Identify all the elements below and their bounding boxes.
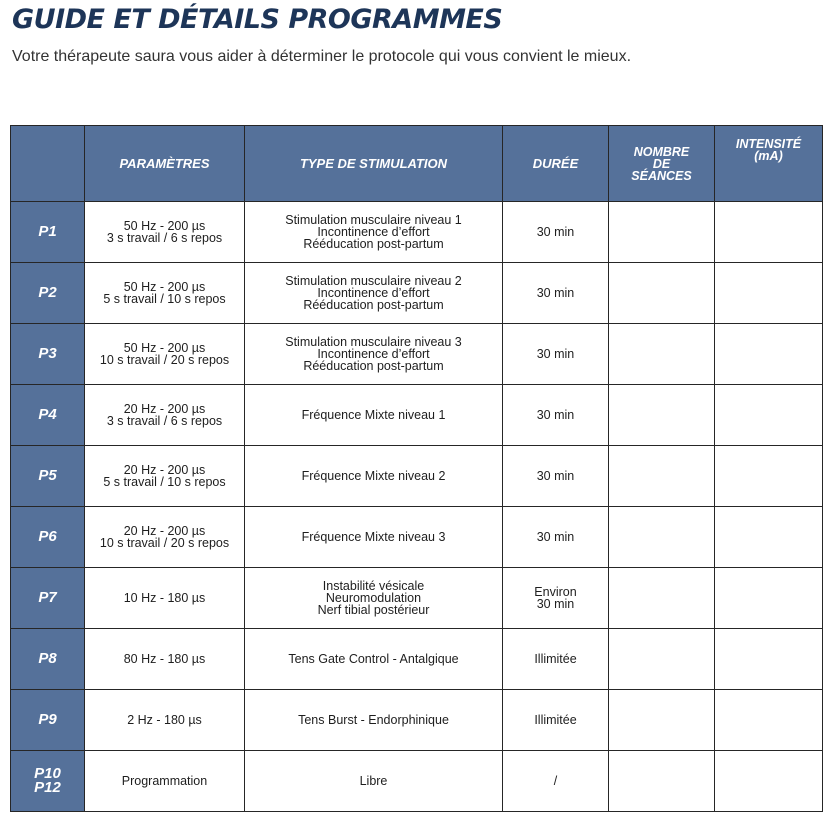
duree-cell-line: 30 min [536, 286, 575, 300]
type-stimulation-cell-line: Stimulation musculaire niveau 1 [285, 213, 462, 227]
nombre-seances-cell [609, 263, 715, 324]
program-cell [11, 263, 85, 324]
parametres-cell-line: 2 Hz - 180 µs [127, 713, 202, 727]
nombre-seances-cell [609, 446, 715, 507]
program-cell-line: P9 [38, 711, 57, 728]
type-stimulation-cell [245, 751, 503, 812]
intensite-cell [715, 385, 823, 446]
parametres-cell-line: Programmation [121, 774, 208, 788]
type-stimulation-cell [245, 629, 503, 690]
parametres-cell-line: 10 s travail / 20 s repos [99, 353, 230, 367]
type-stimulation-cell-line: Fréquence Mixte niveau 1 [301, 408, 446, 422]
duree-cell-line: Illimitée [534, 652, 577, 666]
duree-cell-line: Environ [534, 585, 577, 599]
programs-table [10, 125, 823, 812]
parametres-cell-line: 80 Hz - 180 µs [123, 652, 206, 666]
nombre-seances-cell [609, 690, 715, 751]
parametres-cell [85, 629, 245, 690]
duree-cell [503, 507, 609, 568]
type-stimulation-cell [245, 202, 503, 263]
table-row [11, 629, 823, 690]
type-stimulation-cell [245, 690, 503, 751]
intensite-cell [715, 751, 823, 812]
type-stimulation-cell-line: Stimulation musculaire niveau 2 [285, 274, 462, 288]
duree-cell-line: 30 min [536, 408, 575, 422]
intensite-cell [715, 324, 823, 385]
duree-cell-line: / [553, 774, 558, 788]
program-cell-line: P5 [38, 467, 57, 484]
program-cell [11, 568, 85, 629]
table-body [11, 202, 823, 812]
program-cell-line: P8 [38, 650, 57, 667]
page-title: GUIDE ET DÉTAILS PROGRAMMES [12, 4, 503, 35]
nombre-seances-cell [609, 385, 715, 446]
type-stimulation-cell-line: Incontinence d’effort [317, 347, 430, 361]
parametres-cell-line: 20 Hz - 200 µs [123, 463, 206, 477]
program-cell [11, 629, 85, 690]
duree-cell-line: 30 min [536, 530, 575, 544]
parametres-cell [85, 446, 245, 507]
table-header-row [11, 126, 823, 202]
type-stimulation-cell-line: Rééducation post-partum [303, 359, 444, 373]
header-parametres: PARAMÈTRES [85, 126, 245, 202]
type-stimulation-cell-line: Instabilité vésicale [322, 579, 425, 593]
type-stimulation-cell-line: Rééducation post-partum [303, 298, 444, 312]
program-cell-line: P3 [38, 345, 57, 362]
program-cell-line: P12 [34, 779, 61, 796]
parametres-cell-line: 5 s travail / 10 s repos [103, 292, 226, 306]
duree-cell [503, 324, 609, 385]
program-cell [11, 202, 85, 263]
header-seances-line: DE [652, 156, 671, 171]
header-nombre-seances [609, 126, 715, 202]
page-subtitle: Votre thérapeute saura vous aider à déterminer le protocole qui vous convient le mieux. [12, 48, 632, 65]
parametres-cell [85, 324, 245, 385]
type-stimulation-cell [245, 385, 503, 446]
parametres-cell [85, 751, 245, 812]
nombre-seances-cell [609, 324, 715, 385]
program-cell [11, 690, 85, 751]
duree-cell-line: 30 min [536, 597, 575, 611]
nombre-seances-cell [609, 629, 715, 690]
duree-cell [503, 568, 609, 629]
intensite-cell [715, 507, 823, 568]
table-row [11, 202, 823, 263]
parametres-cell-line: 50 Hz - 200 µs [123, 341, 206, 355]
program-cell-line: P4 [38, 406, 57, 423]
parametres-cell-line: 50 Hz - 200 µs [123, 280, 206, 294]
duree-cell-line: 30 min [536, 225, 575, 239]
parametres-cell [85, 202, 245, 263]
type-stimulation-cell-line: Incontinence d’effort [317, 225, 430, 239]
parametres-cell-line: 3 s travail / 6 s repos [106, 414, 223, 428]
intensite-cell [715, 690, 823, 751]
intensite-cell [715, 629, 823, 690]
duree-cell [503, 202, 609, 263]
program-cell-line: P1 [38, 223, 57, 240]
program-cell [11, 751, 85, 812]
type-stimulation-cell-line: Nerf tibial postérieur [317, 603, 430, 617]
table-row [11, 263, 823, 324]
type-stimulation-cell-line: Rééducation post-partum [303, 237, 444, 251]
type-stimulation-cell-line: Fréquence Mixte niveau 2 [301, 469, 446, 483]
type-stimulation-cell [245, 507, 503, 568]
parametres-cell [85, 263, 245, 324]
parametres-cell-line: 20 Hz - 200 µs [123, 402, 206, 416]
parametres-cell-line: 10 Hz - 180 µs [123, 591, 206, 605]
type-stimulation-cell [245, 263, 503, 324]
duree-cell-line: 30 min [536, 347, 575, 361]
type-stimulation-cell-line: Fréquence Mixte niveau 3 [301, 530, 446, 544]
parametres-cell [85, 568, 245, 629]
duree-cell [503, 385, 609, 446]
duree-cell-line: 30 min [536, 469, 575, 483]
duree-cell-line: Illimitée [534, 713, 577, 727]
parametres-cell-line: 5 s travail / 10 s repos [103, 475, 226, 489]
program-cell-line: P6 [38, 528, 57, 545]
header-intensite-line: INTENSITÉ [735, 137, 802, 151]
header-corner-cell [11, 126, 85, 202]
intensite-cell [715, 263, 823, 324]
duree-cell [503, 690, 609, 751]
parametres-cell-line: 20 Hz - 200 µs [123, 524, 206, 538]
header-duree: DURÉE [503, 126, 609, 202]
header-intensite-line: (mA) [754, 149, 783, 163]
nombre-seances-cell [609, 751, 715, 812]
header-intensite [715, 126, 823, 202]
program-cell [11, 446, 85, 507]
intensite-cell [715, 202, 823, 263]
parametres-cell-line: 50 Hz - 200 µs [123, 219, 206, 233]
program-cell [11, 507, 85, 568]
header-seances-line: SÉANCES [631, 168, 692, 183]
table-row [11, 385, 823, 446]
duree-cell [503, 263, 609, 324]
program-cell-line: P7 [38, 589, 57, 606]
table-row [11, 446, 823, 507]
parametres-cell-line: 10 s travail / 20 s repos [99, 536, 230, 550]
program-cell [11, 324, 85, 385]
program-cell [11, 385, 85, 446]
type-stimulation-cell-line: Incontinence d’effort [317, 286, 430, 300]
duree-cell [503, 446, 609, 507]
nombre-seances-cell [609, 568, 715, 629]
table-row [11, 507, 823, 568]
type-stimulation-cell [245, 568, 503, 629]
header-seances-line: NOMBRE [633, 144, 690, 159]
type-stimulation-cell [245, 446, 503, 507]
type-stimulation-cell-line: Libre [359, 774, 388, 788]
program-cell-line: P2 [38, 284, 57, 301]
parametres-cell [85, 507, 245, 568]
duree-cell [503, 629, 609, 690]
type-stimulation-cell-line: Neuromodulation [325, 591, 422, 605]
type-stimulation-cell-line: Tens Burst - Endorphinique [298, 713, 449, 727]
parametres-cell [85, 690, 245, 751]
intensite-cell [715, 446, 823, 507]
type-stimulation-cell [245, 324, 503, 385]
duree-cell [503, 751, 609, 812]
nombre-seances-cell [609, 507, 715, 568]
header-type-stimulation: TYPE DE STIMULATION [245, 126, 503, 202]
table-row [11, 324, 823, 385]
program-cell-line: P10 [34, 765, 61, 782]
intensite-cell [715, 568, 823, 629]
nombre-seances-cell [609, 202, 715, 263]
table-row [11, 568, 823, 629]
table-row [11, 690, 823, 751]
parametres-cell [85, 385, 245, 446]
type-stimulation-cell-line: Tens Gate Control - Antalgique [288, 652, 459, 666]
parametres-cell-line: 3 s travail / 6 s repos [106, 231, 223, 245]
table-row [11, 751, 823, 812]
type-stimulation-cell-line: Stimulation musculaire niveau 3 [285, 335, 462, 349]
